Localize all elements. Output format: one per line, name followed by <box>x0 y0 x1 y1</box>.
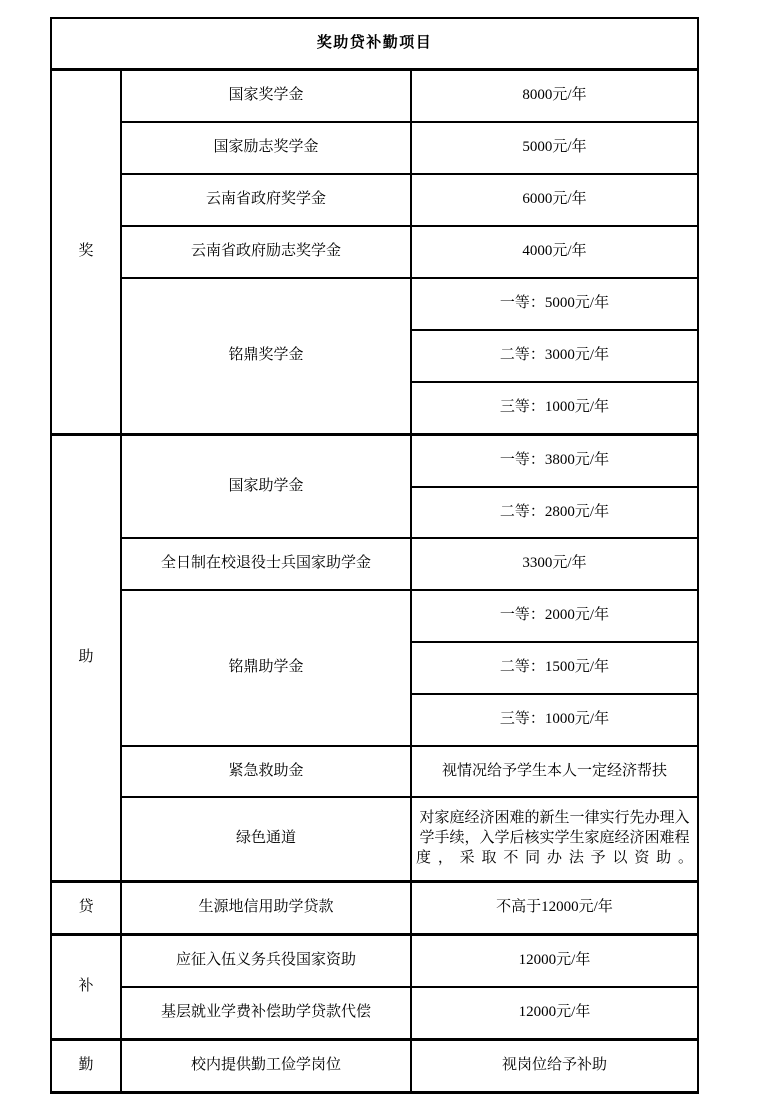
item-value-national-encouragement-scholarship: 5000元/年 <box>411 122 698 174</box>
item-name-green-channel: 绿色通道 <box>121 797 411 882</box>
table-row <box>51 882 698 935</box>
item-name-national-scholarship: 国家奖学金 <box>121 70 411 123</box>
item-name-national-encouragement-scholarship: 国家励志奖学金 <box>121 122 411 174</box>
item-value-campus-work-study: 视岗位给予补助 <box>411 1040 698 1093</box>
table-row <box>51 590 698 642</box>
table-title-row <box>51 18 698 70</box>
table-row <box>51 538 698 590</box>
item-value-mingding-grant-tier3: 三等：1000元/年 <box>411 694 698 746</box>
item-value-mingding-grant-tier2: 二等：1500元/年 <box>411 642 698 694</box>
item-value-military-enlistment-aid: 12000元/年 <box>411 935 698 988</box>
group-label-zhu: 助 <box>51 435 121 882</box>
item-value-national-grant-tier2: 二等：2800元/年 <box>411 487 698 538</box>
item-value-emergency-aid: 视情况给予学生本人一定经济帮扶 <box>411 746 698 797</box>
item-name-emergency-aid: 紧急救助金 <box>121 746 411 797</box>
table-row <box>51 278 698 330</box>
table-row <box>51 987 698 1040</box>
item-value-national-grant-tier1: 一等：3800元/年 <box>411 435 698 488</box>
item-name-national-grant: 国家助学金 <box>121 435 411 539</box>
item-name-mingding-scholarship: 铭鼎奖学金 <box>121 278 411 435</box>
item-name-yunnan-government-scholarship: 云南省政府奖学金 <box>121 174 411 226</box>
table-row <box>51 70 698 123</box>
item-value-green-channel: 对家庭经济困难的新生一律实行先办理入学手续，入学后核实学生家庭经济困难程度，采取不同办法予以资助。 <box>411 797 698 882</box>
item-value-national-scholarship: 8000元/年 <box>411 70 698 123</box>
item-value-grassroots-tuition-compensation: 12000元/年 <box>411 987 698 1040</box>
item-value-mingding-grant-tier1: 一等：2000元/年 <box>411 590 698 642</box>
table-row <box>51 122 698 174</box>
item-value-veteran-national-grant: 3300元/年 <box>411 538 698 590</box>
item-name-military-enlistment-aid: 应征入伍义务兵役国家资助 <box>121 935 411 988</box>
group-label-qin: 勤 <box>51 1040 121 1093</box>
item-value-mingding-scholarship-tier1: 一等：5000元/年 <box>411 278 698 330</box>
item-name-mingding-grant: 铭鼎助学金 <box>121 590 411 746</box>
table-row <box>51 1040 698 1093</box>
item-name-student-origin-loan: 生源地信用助学贷款 <box>121 882 411 935</box>
item-name-yunnan-government-encouragement-scholarship: 云南省政府励志奖学金 <box>121 226 411 278</box>
item-value-mingding-scholarship-tier3: 三等：1000元/年 <box>411 382 698 435</box>
scholarship-aid-table <box>50 17 699 1094</box>
table-row <box>51 174 698 226</box>
page-title: 奖助贷补勤项目 <box>51 18 698 70</box>
group-label-dai: 贷 <box>51 882 121 935</box>
item-value-yunnan-government-encouragement-scholarship: 4000元/年 <box>411 226 698 278</box>
table-row <box>51 226 698 278</box>
table-row <box>51 435 698 488</box>
table-row <box>51 797 698 882</box>
item-name-grassroots-tuition-compensation: 基层就业学费补偿助学贷款代偿 <box>121 987 411 1040</box>
item-value-yunnan-government-scholarship: 6000元/年 <box>411 174 698 226</box>
item-value-mingding-scholarship-tier2: 二等：3000元/年 <box>411 330 698 382</box>
table-row <box>51 746 698 797</box>
item-name-campus-work-study: 校内提供勤工俭学岗位 <box>121 1040 411 1093</box>
group-label-bu: 补 <box>51 935 121 1040</box>
item-value-student-origin-loan: 不高于12000元/年 <box>411 882 698 935</box>
group-label-jiang: 奖 <box>51 70 121 435</box>
table-row <box>51 935 698 988</box>
item-name-veteran-national-grant: 全日制在校退役士兵国家助学金 <box>121 538 411 590</box>
